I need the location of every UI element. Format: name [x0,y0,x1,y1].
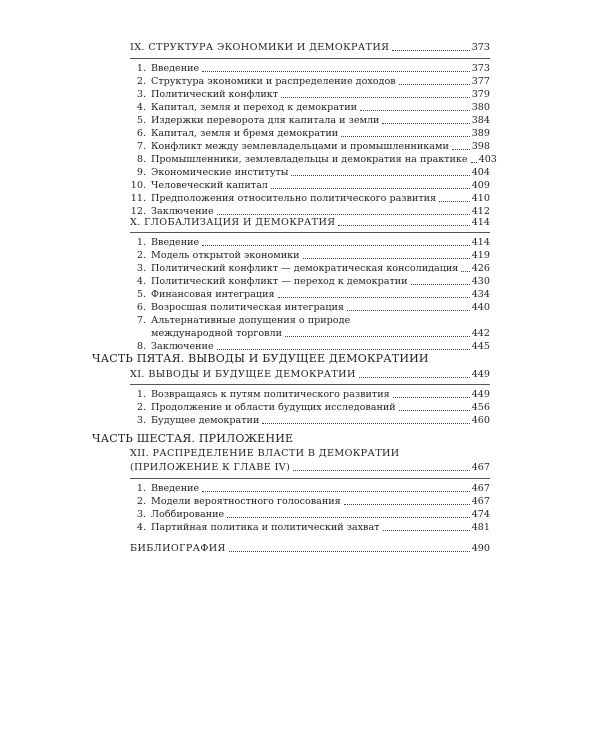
chapter-x-heading [130,215,490,229]
dot-leader [227,517,469,518]
toc-entry [130,248,490,262]
dot-leader [281,97,470,98]
entry-page: 474 [471,509,490,520]
entry-page: 434 [471,289,490,300]
entry-title: Политический конфликт — демократическая консолидация [151,263,459,274]
entry-page: 410 [471,193,490,204]
entry-number: 10. [130,180,146,191]
entry-title: Заключение [151,206,214,217]
dot-leader [399,84,470,85]
entry-title: Введение [151,237,200,248]
dot-leader [359,377,470,378]
entry-number: 2. [136,496,146,507]
toc-entry-continuation [130,326,490,340]
toc-entry [130,313,490,327]
chapter-title: IX. СТРУКТУРА ЭКОНОМИКИ И ДЕМОКРАТИЯ [130,42,390,53]
page-number: 490 [471,543,490,554]
entry-page: 467 [471,483,490,494]
entry-title: Финансовая интеграция [151,289,275,300]
entry-title: Политический конфликт — переход к демократии [151,276,408,287]
entry-title: Политический конфликт [151,89,279,100]
entry-page: 449 [471,389,490,400]
entry-number: 6. [136,302,146,313]
toc-entry [130,413,490,427]
entry-title: Конфликт между землевладельцами и промышленниками [151,141,449,152]
entry-title: Модель открытой экономики [151,250,300,261]
entry-page: 445 [471,341,490,352]
entry-number: 7. [136,141,146,152]
entry-page: 384 [471,115,490,126]
entry-page: 430 [471,276,490,287]
entry-page: 456 [471,402,490,413]
toc-entry [130,520,490,534]
entry-page: 412 [471,206,490,217]
toc-entry [130,235,490,249]
dot-leader [383,530,470,531]
entry-title: Человеческий капитал [151,180,268,191]
page-number: 467 [471,462,490,473]
chapter-xi-heading [130,367,490,381]
entry-number: 2. [136,250,146,261]
page-number: 449 [471,369,490,380]
entry-number: 5. [136,115,146,126]
dot-leader [229,551,470,552]
entry-number: 8. [136,341,146,352]
entry-title: Возросшая политическая интеграция [151,302,344,313]
toc-entry [130,287,490,301]
dot-leader [452,149,470,150]
entry-title: Модели вероятностного голосования [151,496,341,507]
chapter-ix-heading [130,40,490,54]
entry-title: Партийная политика и политический захват [151,522,380,533]
part-five-heading: ЧАСТЬ ПЯТАЯ. ВЫВОДЫ И БУДУЩЕЕ ДЕМОКРАТИИИ [92,352,429,365]
entry-page: 442 [471,328,490,339]
toc-entry [130,400,490,414]
toc-entry [130,191,490,205]
dot-leader [217,349,470,350]
entry-number: 1. [136,389,146,400]
entry-title: Заключение [151,341,214,352]
entry-number: 8. [136,154,146,165]
entry-number: 7. [136,315,146,326]
chapter-title: X. ГЛОБАЛИЗАЦИЯ И ДЕМОКРАТИЯ [130,217,336,228]
bibliography-entry [130,541,490,555]
entry-number: 3. [136,509,146,520]
divider [130,384,490,385]
toc-entry [130,61,490,75]
dot-leader [344,504,470,505]
dot-leader [285,336,470,337]
page-number: 414 [471,217,490,228]
dot-leader [399,410,470,411]
entry-number: 4. [136,522,146,533]
entry-title: Промышленники, землевладельцы и демократия на практике [151,154,468,165]
toc-entry [130,178,490,192]
dot-leader [271,188,470,189]
entry-title: Возвращаясь к путям политического развития [151,389,390,400]
dot-leader [291,175,469,176]
dot-leader [338,225,469,226]
entry-number: 12. [130,206,146,217]
entry-page: 440 [471,302,490,313]
entry-number: 1. [136,63,146,74]
dot-leader [471,162,477,163]
entry-page: 414 [471,237,490,248]
entry-title: Введение [151,483,200,494]
entry-number: 4. [136,276,146,287]
divider [130,478,490,479]
dot-leader [202,245,470,246]
entry-page: 409 [471,180,490,191]
entry-page: 460 [471,415,490,426]
chapter-xii-heading [130,446,490,460]
entry-page: 419 [471,250,490,261]
dot-leader [392,50,469,51]
toc-entry [130,507,490,521]
entry-title: Предположения относительно политического развития [151,193,437,204]
entry-title: Капитал, земля и переход к демократии [151,102,358,113]
entry-number: 9. [136,167,146,178]
dot-leader [360,110,470,111]
toc-entry [130,274,490,288]
entry-title: Издержки переворота для капитала и земли [151,115,380,126]
entry-number: 3. [136,89,146,100]
toc-entry [130,300,490,314]
chapter-title: XII. РАСПРЕДЕЛЕНИЕ ВЛАСТИ В ДЕМОКРАТИИ [130,448,400,459]
toc-entry [130,113,490,127]
entry-title: Капитал, земля и бремя демократии [151,128,339,139]
entry-page: 481 [471,522,490,533]
toc-entry [130,100,490,114]
dot-leader [293,470,469,471]
entry-title: Введение [151,63,200,74]
dot-leader [439,201,470,202]
entry-title: Альтернативные допущения о природе [151,315,351,326]
entry-number: 11. [130,193,146,204]
entry-number: 2. [136,402,146,413]
entry-page: 380 [471,102,490,113]
entry-title: Лоббирование [151,509,225,520]
chapter-xii-heading-line2 [130,460,490,474]
toc-entry [130,87,490,101]
dot-leader [341,136,470,137]
entry-title: Экономические институты [151,167,289,178]
toc-entry [130,152,497,166]
toc-entry [130,74,490,88]
entry-title: Будущее демократии [151,415,260,426]
chapter-title: XI. ВЫВОДЫ И БУДУЩЕЕ ДЕМОКРАТИИ [130,369,356,380]
dot-leader [278,297,470,298]
entry-title-continuation: международной торговли [151,328,282,339]
page-number: 373 [471,42,490,53]
toc-entry [130,261,490,275]
entry-page: 403 [478,154,497,165]
entry-page: 379 [471,89,490,100]
entry-number: 4. [136,102,146,113]
dot-leader [262,423,469,424]
entry-title: Продолжение и области будущих исследований [151,402,396,413]
entry-number: 2. [136,76,146,87]
dot-leader [461,271,469,272]
toc-entry [130,139,490,153]
entry-number: 6. [136,128,146,139]
entry-page: 467 [471,496,490,507]
dot-leader [411,284,470,285]
dot-leader [347,310,470,311]
toc-entry [130,165,490,179]
entry-number: 1. [136,483,146,494]
toc-entry [130,481,490,495]
chapter-title-continuation: (ПРИЛОЖЕНИЕ К ГЛАВЕ IV) [130,462,291,473]
entry-number: 3. [136,263,146,274]
entry-page: 426 [471,263,490,274]
entry-page: 404 [471,167,490,178]
entry-title: Структура экономики и распределение доходов [151,76,396,87]
divider [130,232,490,233]
entry-number: 3. [136,415,146,426]
dot-leader [303,258,470,259]
toc-entry [130,339,490,353]
bibliography-title: БИБЛИОГРАФИЯ [130,543,226,554]
dot-leader [382,123,469,124]
dot-leader [202,491,470,492]
divider [130,58,490,59]
entry-page: 398 [471,141,490,152]
dot-leader [202,71,470,72]
entry-page: 377 [471,76,490,87]
part-six-heading: ЧАСТЬ ШЕСТАЯ. ПРИЛОЖЕНИЕ [92,432,294,445]
toc-entry [130,387,490,401]
toc-entry [130,126,490,140]
entry-page: 389 [471,128,490,139]
entry-number: 5. [136,289,146,300]
dot-leader [393,397,470,398]
toc-entry [130,494,490,508]
entry-number: 1. [136,237,146,248]
entry-page: 373 [471,63,490,74]
